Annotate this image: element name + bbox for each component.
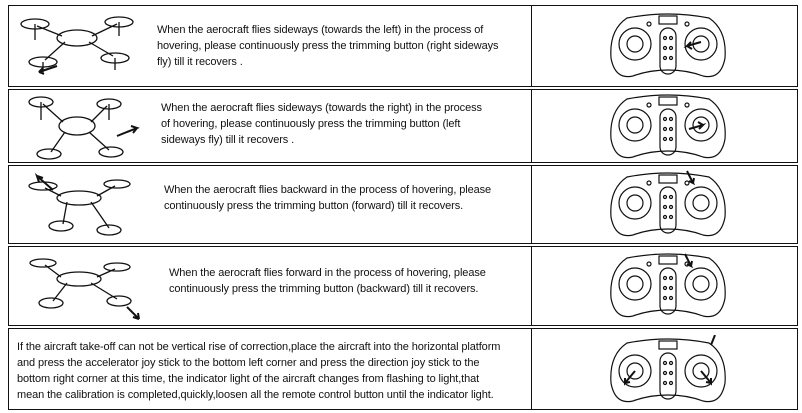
instruction-text-line: of hovering, please continuously press the trimming button (left: [161, 118, 461, 130]
remote-calibration-sticks-icon: [607, 335, 729, 407]
instruction-text-line: sideways fly) till it recovers .: [161, 134, 295, 146]
column-divider: [531, 166, 532, 243]
drone-tilted-right-icon: [17, 92, 143, 164]
drone-tilted-backward-icon: [17, 168, 143, 240]
instruction-text-line: If the aircraft take-off can not be vertical rise of correction,place the aircraft into the horizontal platform: [17, 341, 501, 353]
instruction-row: [8, 5, 798, 87]
column-divider: [531, 90, 532, 162]
instruction-text-line: When the aerocraft flies sideways (towards the left) in the process of: [157, 24, 484, 36]
instruction-text-line: continuously press the trimming button (backward) till it recovers.: [169, 283, 479, 295]
instruction-row: [8, 165, 798, 244]
remote-trim-right-icon: [607, 10, 729, 82]
instruction-row: [8, 328, 798, 410]
column-divider: [531, 6, 532, 86]
instruction-text-line: mean the calibration is completed,quickly,loosen all the remote control button until the indicator light.: [17, 389, 494, 401]
column-divider: [531, 329, 532, 409]
instruction-row: [8, 89, 798, 163]
instruction-text-line: When the aerocraft flies sideways (towards the right) in the process: [161, 102, 482, 114]
remote-trim-backward-icon: [607, 250, 729, 322]
column-divider: [531, 247, 532, 325]
instruction-text-line: continuously press the trimming button (forward) till it recovers.: [164, 200, 464, 212]
instruction-row: [8, 246, 798, 326]
remote-trim-left-icon: [607, 91, 729, 163]
instruction-text-line: hovering, please continuously press the trimming button (right sideways: [157, 40, 499, 52]
drone-tilted-forward-icon: [17, 249, 143, 321]
instruction-text-line: When the aerocraft flies backward in the process of hovering, please: [164, 184, 492, 196]
instruction-text-line: When the aerocraft flies forward in the process of hovering, please: [169, 267, 486, 279]
instruction-text-line: and press the accelerator joy stick to the bottom left corner and press the direction joy stick to the: [17, 357, 480, 369]
instruction-text-line: bottom right corner at this time, the indicator light of the aircraft changes from flashing to light,that: [17, 373, 480, 385]
remote-trim-forward-icon: [607, 169, 729, 241]
instruction-text-line: fly) till it recovers .: [157, 56, 243, 68]
drone-tilted-left-icon: [17, 8, 143, 80]
